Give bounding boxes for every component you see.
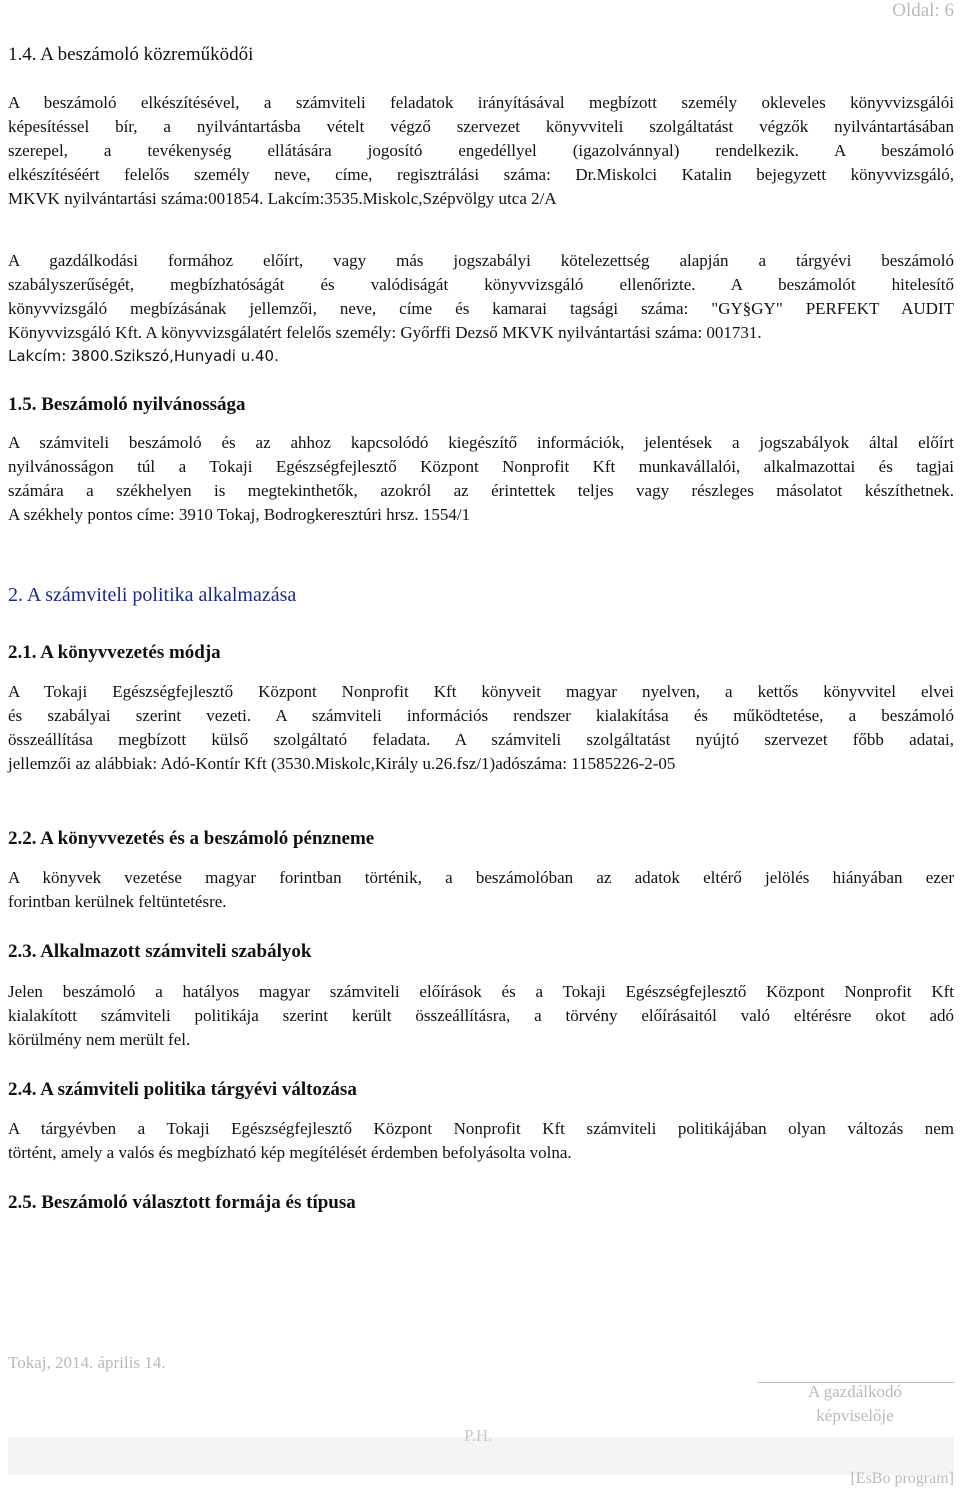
- text-line: A számviteli beszámoló és az ahhoz kapcsolódó kiegészítő információk, jelentések a jogszabályok által előírt: [8, 433, 954, 452]
- text-line: A székhely pontos címe: 3910 Tokaj, Bodrogkeresztúri hrsz. 1554/1: [8, 505, 471, 524]
- section-2-2-title: 2.2. A könyvvezetés és a beszámoló pénzneme: [8, 828, 375, 849]
- section-2-4-title: 2.4. A számviteli politika tárgyévi változása: [8, 1079, 357, 1100]
- document-body: [8, 0, 954, 1215]
- section-2-2-paragraph: [8, 866, 954, 914]
- auditor-address: Lakcím: 3800.Szikszó,Hunyadi u.40.: [8, 347, 279, 365]
- text-line: és szabályai szerint vezeti. A számviteli információs rendszer kialakítása és működtetése, a beszámoló: [8, 706, 954, 725]
- text-line: MKVK nyilvántartási száma:001854. Lakcím:3535.Miskolc,Szépvölgy utca 2/A: [8, 189, 557, 208]
- section-2-5-title: 2.5. Beszámoló választott formája és típusa: [8, 1192, 356, 1213]
- section-2-1-title: 2.1. A könyvvezetés módja: [8, 642, 221, 663]
- text-line: A tárgyévben a Tokaji Egészségfejlesztő Központ Nonprofit Kft számviteli politikájában olyan változás nem: [8, 1119, 954, 1138]
- section-2-3-paragraph: [8, 980, 954, 1052]
- text-line: A gazdálkodási formához előírt, vagy más jogszabályi kötelezettség alapján a tárgyévi beszámoló: [8, 251, 954, 270]
- section-1-4-title: 1.4. A beszámoló közreműködői: [8, 44, 254, 65]
- section-1-5-title: 1.5. Beszámoló nyilvánossága: [8, 394, 246, 415]
- signature-label: A gazdálkodó képviselője: [808, 1382, 902, 1425]
- text-line: jellemzői az alábbiak: Adó-Kontír Kft (3530.Miskolc,Király u.26.fsz/1)adószáma: 11585226-2-05: [8, 754, 676, 773]
- text-line: Könyvvizsgáló Kft. A könyvvizsgálatért felelős személy: Győrffi Dezső MKVK nyilvántartási száma: 001731.: [8, 323, 762, 342]
- section-2-1-paragraph: [8, 680, 954, 776]
- text-line: szerepel, a tevékenység ellátására jogosító engedéllyel (igazolvánnyal) rendelkezik. A beszámoló: [8, 141, 954, 160]
- section-1-4-paragraph-2: [8, 249, 954, 367]
- page-number: Oldal: 6: [892, 0, 954, 21]
- text-line: összeállítása megbízott külső szolgáltató feladata. A számviteli szolgáltatást nyújtó szervezet főbb adatai,: [8, 730, 954, 749]
- section-1-4-paragraph-1: [8, 91, 954, 211]
- section-2-4-paragraph: [8, 1117, 954, 1165]
- program-label: [EsBo program]: [850, 1470, 954, 1487]
- text-line: nyilvánosságon túl a Tokaji Egészségfejlesztő Központ Nonprofit Kft munkavállalói, alkalmazottai és tagjai: [8, 457, 954, 476]
- text-line: körülmény nem merült fel.: [8, 1030, 191, 1049]
- text-line: forintban kerülnek feltüntetésre.: [8, 892, 227, 911]
- section-1-5-paragraph: [8, 431, 954, 527]
- text-line: számára a székhelyen is megtekinthetők, azokról az érintettek teljes vagy részleges másolatot készíthetnek.: [8, 481, 954, 500]
- text-line: A könyvek vezetése magyar forintban történik, a beszámolóban az adatok eltérő jelölés hiányában ezer: [8, 868, 954, 887]
- text-line: szabályszerűségét, megbízhatóságát és valódiságát könyvvizsgáló ellenőrizte. A beszámolót hitelesítő: [8, 275, 954, 294]
- text-line: kialakított számviteli politikája szerint került összeállításra, a törvény előírásaitól való eltérésre okot adó: [8, 1006, 954, 1025]
- text-line: elkészítéséért felelős személy neve, címe, regisztrálási száma: Dr.Miskolci Katalin bejegyzett könyvvizsgáló,: [8, 165, 954, 184]
- text-line: Jelen beszámoló a hatályos magyar számviteli előírások és a Tokaji Egészségfejlesztő Központ Nonprofit Kft: [8, 982, 954, 1001]
- section-2-3-title: 2.3. Alkalmazott számviteli szabályok: [8, 941, 312, 962]
- section-2-title: 2. A számviteli politika alkalmazása: [8, 584, 297, 606]
- text-line: történt, amely a valós és megbízható kép megítélését érdemben befolyásolta volna.: [8, 1143, 572, 1162]
- place-date: Tokaj, 2014. április 14.: [8, 1353, 166, 1372]
- text-line: képesítéssel bír, a nyilvántartásba vételt végző szervezet könyvviteli szolgáltatást végzők nyilvántartásában: [8, 117, 954, 136]
- text-line: A beszámoló elkészítésével, a számviteli feladatok irányításával megbízott személy okleveles könyvvizsgálói: [8, 93, 954, 112]
- stamp-mark: P.H.: [464, 1426, 493, 1445]
- text-line: A Tokaji Egészségfejlesztő Központ Nonprofit Kft könyveit magyar nyelven, a kettős könyvvitel elvei: [8, 682, 954, 701]
- text-line: könyvvizsgáló megbízásának jellemzői, neve, címe és kamarai tagsági száma: "GY§GY" PERFEKT AUDIT: [8, 299, 954, 318]
